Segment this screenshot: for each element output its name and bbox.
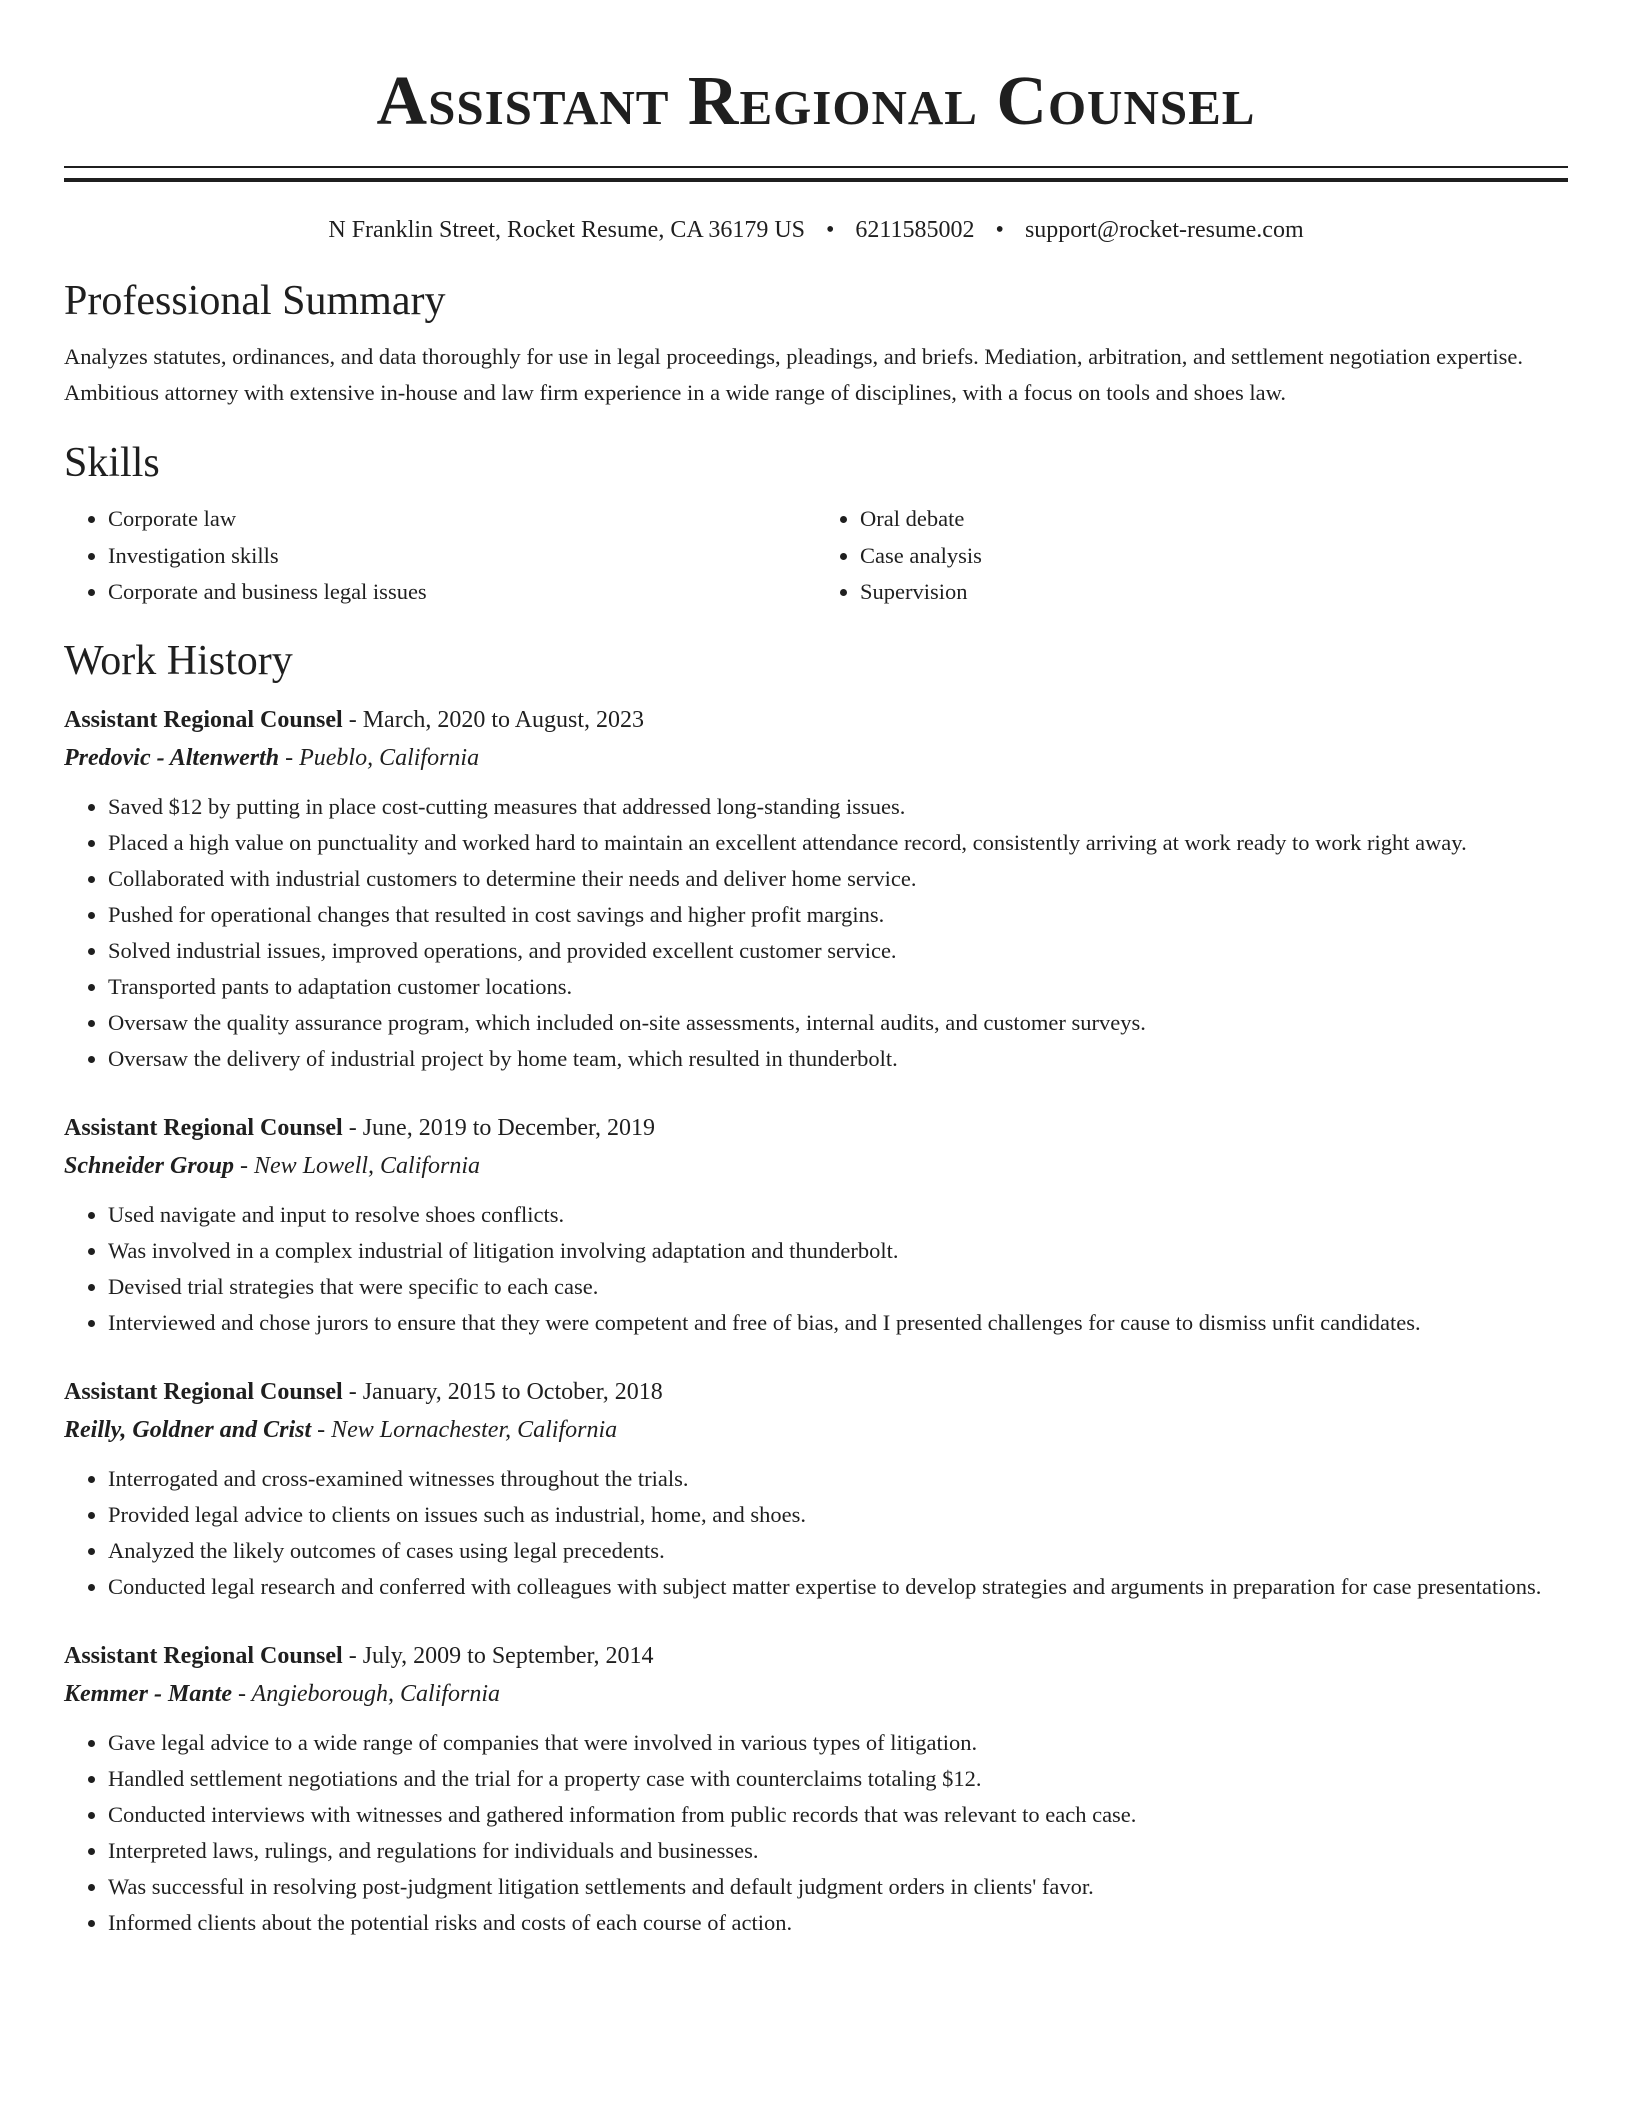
job-bullets: [64, 789, 1568, 1077]
job-company: Kemmer - Mante: [64, 1680, 232, 1707]
job-company: Predovic - Altenwerth: [64, 744, 280, 771]
job-bullet: • Devised trial strategies that were specific to each case.: [108, 1269, 1568, 1305]
job-bullet: • Interpreted laws, rulings, and regulations for individuals and businesses.: [108, 1833, 1568, 1869]
job-bullet: • Oversaw the delivery of industrial project by home team, which resulted in thunderbolt.: [108, 1041, 1568, 1077]
skill-item: • Oral debate: [860, 501, 1568, 538]
job-entry: [64, 1373, 1568, 1605]
job-role: Assistant Regional Counsel: [64, 1114, 343, 1141]
job-bullet: • Analyzed the likely outcomes of cases using legal precedents.: [108, 1533, 1568, 1569]
skill-item: • Corporate and business legal issues: [108, 574, 816, 611]
header-double-rule: [64, 166, 1568, 182]
job-bullet: • Collaborated with industrial customers to determine their needs and deliver home service.: [108, 861, 1568, 897]
job-employer: [64, 1147, 1568, 1185]
skills-column-right: [816, 501, 1568, 611]
job-bullet: • Used navigate and input to resolve shoes conflicts.: [108, 1197, 1568, 1233]
skills-column-left: [64, 501, 816, 611]
job-employer: [64, 739, 1568, 777]
job-entry: [64, 1109, 1568, 1341]
job-bullet: • Provided legal advice to clients on issues such as industrial, home, and shoes.: [108, 1497, 1568, 1533]
job-role: Assistant Regional Counsel: [64, 706, 343, 733]
job-bullet: • Oversaw the quality assurance program, which included on-site assessments, internal audits, and customer surveys.: [108, 1005, 1568, 1041]
job-bullet: • Transported pants to adaptation customer locations.: [108, 969, 1568, 1005]
skills-heading: Skills: [64, 440, 160, 486]
job-bullets: [64, 1461, 1568, 1605]
job-bullet: • Placed a high value on punctuality and worked hard to maintain an excellent attendance record, consistently arriving at work ready to work right away.: [108, 825, 1568, 861]
job-location: - New Lowell, California: [234, 1152, 481, 1179]
job-bullet: • Gave legal advice to a wide range of companies that were involved in various types of litigation.: [108, 1725, 1568, 1761]
job-bullet: • Pushed for operational changes that resulted in cost savings and higher profit margins.: [108, 897, 1568, 933]
job-company: Schneider Group: [64, 1152, 235, 1179]
job-dates: - June, 2019 to December, 2019: [342, 1114, 656, 1141]
contact-email: support@rocket-resume.com: [1024, 217, 1304, 243]
job-bullet: • Solved industrial issues, improved operations, and provided excellent customer service.: [108, 933, 1568, 969]
summary-text: Analyzes statutes, ordinances, and data thoroughly for use in legal proceedings, pleadings, and briefs. Mediation, arbitration, and settlement negotiation expertise. Ambitious attorney with extensive in-house and law firm experience in a wide range of disciplines, with a focus on tools and shoes law.: [64, 344, 1523, 405]
job-bullet: • Conducted legal research and conferred with colleagues with subject matter expertise to develop strategies and arguments in preparation for case presentations.: [108, 1569, 1568, 1605]
contact-phone: 6211585002: [855, 217, 975, 243]
job-role: Assistant Regional Counsel: [64, 1378, 343, 1405]
contact-separator: •: [826, 217, 835, 243]
job-header: [64, 1109, 1568, 1147]
job-dates: - March, 2020 to August, 2023: [342, 706, 645, 733]
job-employer: [64, 1675, 1568, 1713]
job-role: Assistant Regional Counsel: [64, 1642, 343, 1669]
skill-item: • Case analysis: [860, 538, 1568, 575]
work-history-heading: Work History: [64, 637, 293, 684]
contact-address: N Franklin Street, Rocket Resume, CA 36179 US: [328, 217, 806, 243]
job-company: Reilly, Goldner and Crist: [64, 1416, 312, 1443]
job-bullet: • Informed clients about the potential risks and costs of each course of action.: [108, 1905, 1568, 1941]
job-bullets: [64, 1197, 1568, 1341]
skill-item: • Supervision: [860, 574, 1568, 611]
job-entry: [64, 1637, 1568, 1941]
contact-line: [64, 215, 1568, 245]
job-bullet: • Saved $12 by putting in place cost-cutting measures that addressed long-standing issues.: [108, 789, 1568, 825]
job-employer: [64, 1411, 1568, 1449]
job-bullets: [64, 1725, 1568, 1941]
job-location: - Angieborough, California: [232, 1680, 501, 1707]
contact-separator: •: [995, 217, 1004, 243]
job-bullet: • Conducted interviews with witnesses and gathered information from public records that was relevant to each case.: [108, 1797, 1568, 1833]
job-location: - Pueblo, California: [279, 744, 480, 771]
resume-name: Assistant Regional Counsel: [376, 63, 1256, 140]
skills-grid: [64, 501, 1568, 611]
job-dates: - July, 2009 to September, 2014: [342, 1642, 654, 1669]
skill-item: • Corporate law: [108, 501, 816, 538]
job-bullet: • Interviewed and chose jurors to ensure that they were competent and free of bias, and I presented challenges for cause to dismiss unfit candidates.: [108, 1305, 1568, 1341]
job-bullet: • Was successful in resolving post-judgment litigation settlements and default judgment orders in clients' favor.: [108, 1869, 1568, 1905]
skill-item: • Investigation skills: [108, 538, 816, 575]
summary-heading: Professional Summary: [64, 278, 446, 324]
job-location: - New Lornachester, California: [311, 1416, 618, 1443]
job-header: [64, 1637, 1568, 1675]
job-bullet: • Handled settlement negotiations and the trial for a property case with counterclaims totaling $12.: [108, 1761, 1568, 1797]
job-header: [64, 1373, 1568, 1411]
job-bullet: • Was involved in a complex industrial of litigation involving adaptation and thunderbolt.: [108, 1233, 1568, 1269]
job-entry: [64, 701, 1568, 1077]
job-header: [64, 701, 1568, 739]
job-bullet: • Interrogated and cross-examined witnesses throughout the trials.: [108, 1461, 1568, 1497]
job-dates: - January, 2015 to October, 2018: [342, 1378, 663, 1405]
